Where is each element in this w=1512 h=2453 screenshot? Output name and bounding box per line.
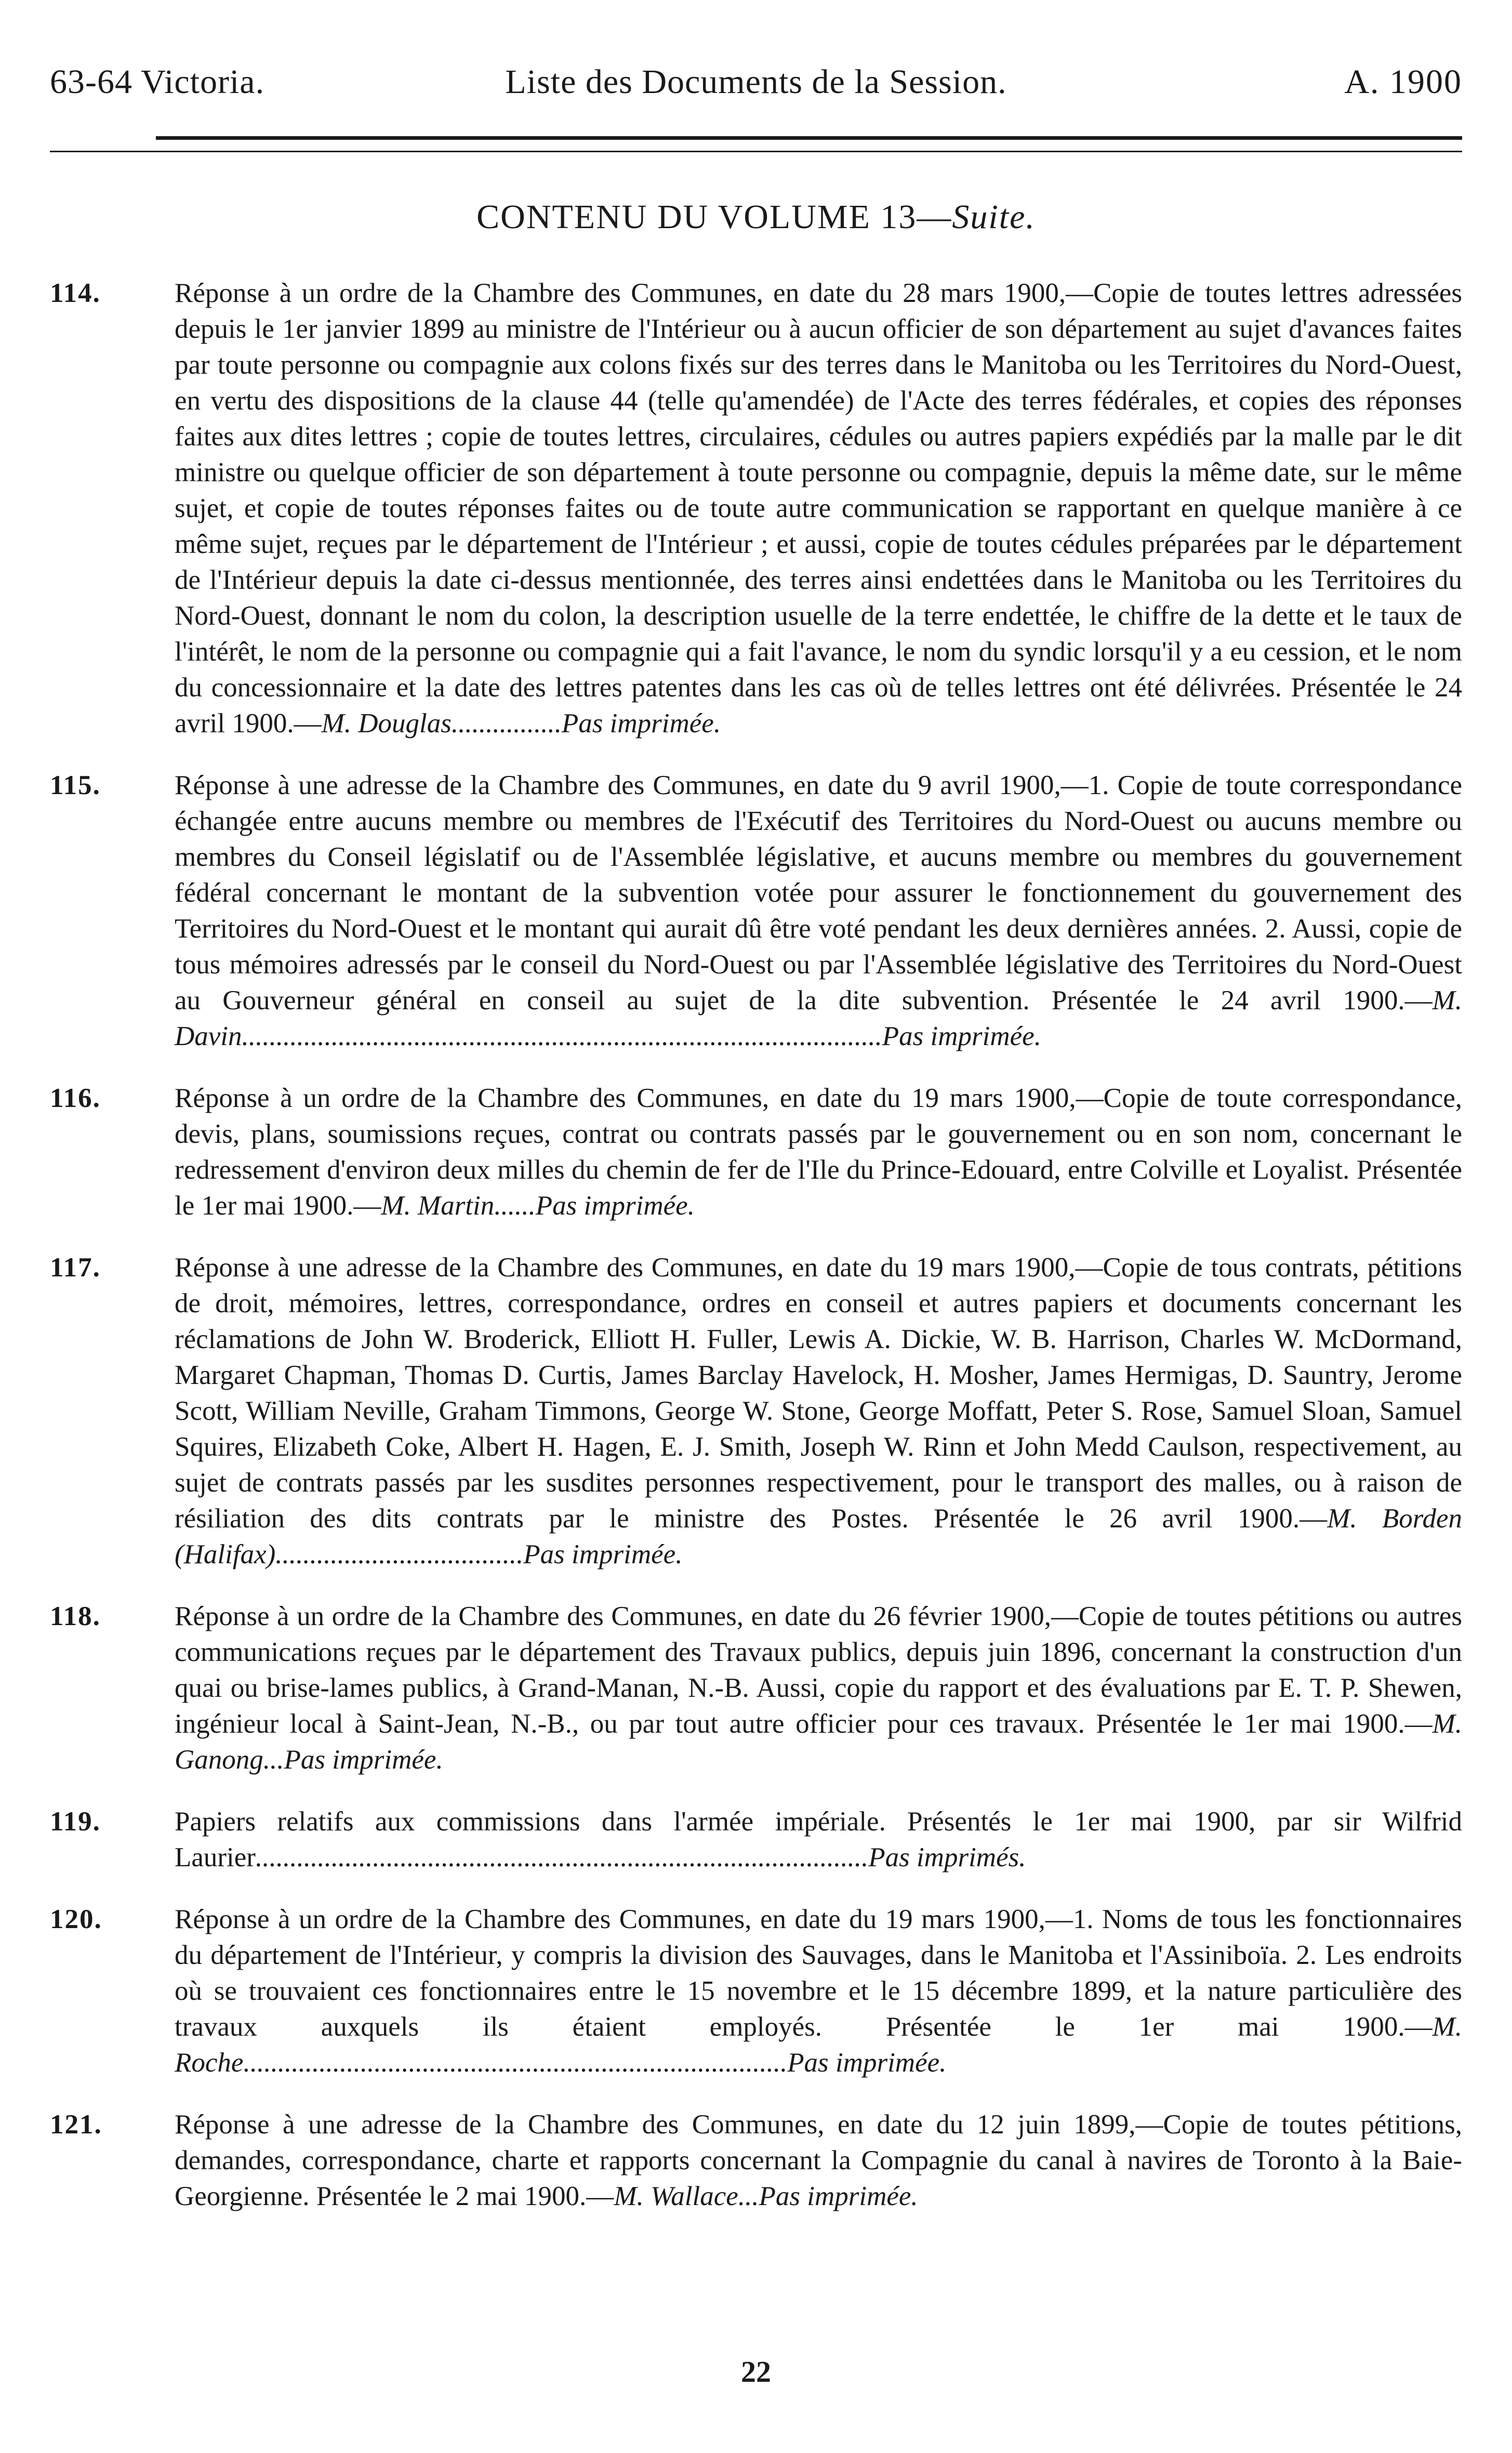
list-item (50, 768, 1462, 1054)
list-item (50, 2107, 1462, 2214)
entry-text (50, 1250, 1462, 1573)
entry-member: M. Roche (175, 2012, 1462, 2078)
entry-description: Réponse à une adresse de la Chambre des Communes, en date du 9 avril 1900,—1. Copie de toute correspondance échangée entre aucuns membre ou membres de l'Exécutif des Territoires du Nord-Ouest ou aucuns membre ou membres du Conseil législatif ou de l'Assemblée législative, et aucuns membre ou membres du gouvernement fédéral concernant le montant de la subvention votée pour assurer le fonctionnement du gouvernement des Territoires du Nord-Ouest et le montant qui aurait dû être voté pendant les deux dernières années. 2. Aussi, copie de tous mémoires adressés par le conseil du Nord-Ouest ou par l'Assemblée législative des Territoires du Nord-Ouest au Gouverneur général en conseil au sujet de la dite subvention. Présentée le 24 avril 1900.— (175, 770, 1462, 1016)
entry-text (50, 768, 1462, 1054)
entry-description: Réponse à une adresse de la Chambre des Communes, en date du 19 mars 1900,—Copie de tous contrats, pétitions de droit, mémoires, lettres, correspondance, ordres en conseil et autres papiers et documents concernant les réclamations de John W. Broderick, Elliott H. Fuller, Lewis A. Dickie, W. B. Harrison, Charles W. McDormand, Margaret Chapman, Thomas D. Curtis, James Barclay Havelock, H. Mosher, James Hermigas, D. Sauntry, Jerome Scott, William Neville, Graham Timmons, George W. Stone, George Moffatt, Peter S. Rose, Samuel Sloan, Samuel Squires, Elizabeth Coke, Albert H. Hagen, E. J. Smith, Joseph W. Rinn et John Medd Caulson, respectivement, au sujet de contrats passés par les susdites personnes respectivement, pour le transport des malles, ou à raison de résiliation des dits contrats par le ministre des Postes. Présentée le 26 avril 1900.— (175, 1252, 1462, 1534)
entry-member: M. Borden (Halifax) (175, 1504, 1462, 1570)
entry-member: M. Ganong (175, 1709, 1462, 1775)
entry-member: M. Wallace (614, 2181, 738, 2211)
entry-leader: .................................... (275, 1539, 524, 1570)
entry-leader: ............................................................................... (243, 2048, 788, 2078)
entry-leader: ................ (451, 708, 562, 738)
list-item (50, 1080, 1462, 1224)
header-year: A. 1900 (1344, 63, 1462, 101)
entry-leader: ... (263, 1745, 284, 1775)
entry-description: Réponse à un ordre de la Chambre des Communes, en date du 26 février 1900,—Copie de toutes pétitions ou autres communications reçues par le département des Travaux publics, depuis juin 1896, concernant la construction d'un quai ou brise-lames publics, à Grand-Manan, N.-B. Aussi, copie du rapport et des évaluations par E. T. P. Shewen, ingénieur local à Saint-Jean, N.-B., ou par tout autre officier pour ces travaux. Présentée le 1er mai 1900.— (175, 1601, 1462, 1739)
entry-status: Pas imprimée. (535, 1191, 695, 1221)
entry-status: Pas imprimés. (868, 1842, 1026, 1872)
entry-leader: ......................................................................................... (255, 1842, 869, 1872)
entry-text (50, 1902, 1462, 2081)
page-number: 22 (741, 2355, 771, 2389)
entry-member: M. Davin (175, 985, 1462, 1051)
entry-member: M. Douglas (321, 708, 452, 738)
entry-description: Réponse à un ordre de la Chambre des Communes, en date du 28 mars 1900,—Copie de toutes lettres adressées depuis le 1er janvier 1899 au ministre de l'Intérieur ou à aucun officier de son département au sujet d'avances faites par toute personne ou compagnie aux colons fixés sur des terres dans le Manitoba ou les Territoires du Nord-Ouest, en vertu des dispositions de la clause 44 (telle qu'amendée) de l'Acte des terres fédérales, et copies des réponses faites aux dites lettres ; copie de toutes lettres, circulaires, cédules ou autres papiers expédiés par la malle par le dit ministre ou quelque officier de son département à toute personne ou compagnie, depuis la même date, sur le même sujet, et copie de toutes réponses faites ou de toute autre communication se rapportant en quelque manière à ce même sujet, reçues par le département de l'Intérieur ; et aussi, copie de toutes cédules préparées par le département de l'Intérieur depuis la date ci-dessus mentionnée, des terres ainsi endettées dans le Manitoba ou les Territoires du Nord-Ouest, donnant le nom du colon, la description usuelle de la terre endettée, le chiffre de la dette et le taux de l'intérêt, le nom de la personne ou compagnie qui a fait l'avance, le nom du syndic lorsqu'il y a eu cession, et le nom du concessionnaire et la date des lettres patentes dans les cas où de telles lettres ont été délivrées. Présentée le 24 avril 1900.— (175, 278, 1462, 738)
list-item (50, 275, 1462, 742)
section-title-main: CONTENU DU VOLUME 13— (476, 198, 952, 236)
list-item (50, 1599, 1462, 1778)
entry-number: 121. (50, 2109, 102, 2140)
entry-number: 116. (50, 1083, 101, 1113)
entry-number: 117. (50, 1252, 101, 1283)
entry-number: 118. (50, 1601, 101, 1631)
entry-leader: ............................................................................................. (242, 1021, 882, 1051)
entry-description: Réponse à un ordre de la Chambre des Communes, en date du 19 mars 1900,—1. Noms de tous les fonctionnaires du département de l'Intérieur, y compris la division des Sauvages, dans le Manitoba et l'Assiniboïa. 2. Les endroits où se trouvaient ces fonctionnaires entre le 15 novembre et le 15 décembre 1899, et la nature particulière des travaux auxquels ils étaient employés. Présentée le 1er mai 1900.— (175, 1904, 1462, 2042)
entry-leader: ... (738, 2181, 759, 2211)
entry-status: Pas imprimée. (882, 1021, 1041, 1051)
entry-leader: ...... (494, 1191, 536, 1221)
entry-member: M. Martin (381, 1191, 495, 1221)
entry-status: Pas imprimée. (284, 1745, 443, 1775)
entry-text (50, 275, 1462, 742)
entry-text (50, 1080, 1462, 1224)
list-item (50, 1902, 1462, 2081)
list-item (50, 1804, 1462, 1876)
entry-status: Pas imprimée. (759, 2181, 918, 2211)
header-rule-thick (156, 136, 1462, 140)
entry-number: 114. (50, 278, 101, 308)
entry-description: Réponse à une adresse de la Chambre des Communes, en date du 12 juin 1899,—Copie de toutes pétitions, demandes, correspondance, charte et rapports concernant la Compagnie du canal à navires de Toronto à la Baie-Georgienne. Présentée le 2 mai 1900.— (175, 2109, 1462, 2211)
entry-status: Pas imprimée. (561, 708, 721, 738)
running-header (50, 56, 1462, 108)
header-rule-thin (50, 151, 1462, 152)
entry-text (50, 1599, 1462, 1778)
entry-number: 119. (50, 1806, 101, 1837)
list-item (50, 1250, 1462, 1573)
entry-status: Pas imprimée. (787, 2048, 947, 2078)
section-title-suite: Suite. (952, 198, 1036, 236)
header-title: Liste des Documents de la Session. (505, 63, 1007, 101)
entry-number: 115. (50, 770, 101, 800)
entry-description: Papiers relatifs aux commissions dans l'armée impériale. Présentés le 1er mai 1900, par sir Wilfrid Laurier (175, 1806, 1462, 1872)
entry-status: Pas imprimée. (523, 1539, 683, 1570)
header-volume: 63-64 Victoria. (50, 63, 265, 101)
entry-text (50, 1804, 1462, 1876)
entry-description: Réponse à un ordre de la Chambre des Communes, en date du 19 mars 1900,—Copie de toute correspondance, devis, plans, soumissions reçues, contrat ou contrats passés par le gouvernement ou en son nom, concernant le redressement d'environ deux milles du chemin de fer de l'Ile du Prince-Edouard, entre Colville et Loyalist. Présentée le 1er mai 1900.— (175, 1083, 1462, 1221)
entry-number: 120. (50, 1904, 102, 1934)
entry-text (50, 2107, 1462, 2214)
document-list (50, 275, 1462, 2240)
section-title (0, 197, 1512, 237)
